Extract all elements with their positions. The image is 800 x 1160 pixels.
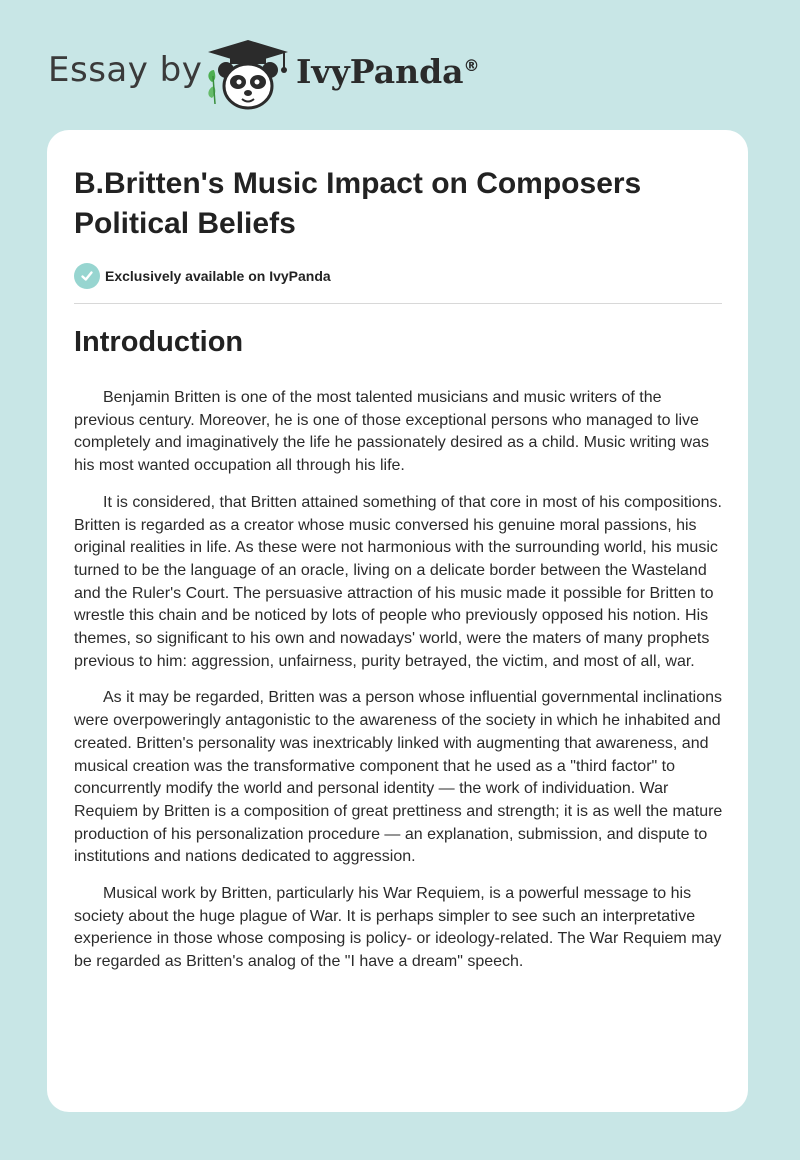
brand-logo[interactable] (296, 52, 480, 91)
check-icon (74, 263, 100, 289)
divider (74, 303, 722, 304)
paragraph: As it may be regarded, Britten was a person whose influential governmental inclinations were overpoweringly antagonistic to the awareness of the society in which he inhabited and created. Britten's personality was inextricably linked with augmenting that awareness, and musical creation was the transformative component that he used as a "third factor" to concurrently modify the world and personal identity — the work of individuation. War Requiem by Britten is a composition of great prettiness and strength; it is as well the mature production of his personalization procedure — an explanation, submission, and dispute to institutions and nations dedicated to aggression. (74, 689, 723, 866)
brand-name: IvyPanda (296, 52, 464, 91)
registered-mark: ® (463, 56, 480, 75)
site-header (48, 30, 548, 110)
essay-by-label: Essay by (48, 50, 203, 90)
paragraph: It is considered, that Britten attained something of that core in most of his compositions. Britten is regarded as a creator whose music conversed his genuine moral passions, his original realities in life. As these were not harmonious with the surrounding world, his music turned to be the language of an oracle, living on a delicate border between the Wasteland and the Ruler's Court. The persuasive attraction of his music made it possible for Britten to wrestle this chain and be noticed by lots of people who previously opposed his notion. His themes, so significant to his own and nowadays' world, were the maters of many prophets previous to him: aggression, unfairness, purity betrayed, the victim, and most of all, war. (74, 493, 722, 670)
paragraph: Musical work by Britten, particularly his War Requiem, is a powerful message to his society about the huge plague of War. It is perhaps simpler to see such an interpretative experience in those whose composing is policy- or ideology-related. The War Requiem may be regarded as Britten's analog of the "I have a dream" speech. (74, 885, 722, 971)
panda-graduate-logo-icon[interactable] (202, 36, 292, 112)
section-heading: Introduction (74, 326, 244, 358)
essay-body (74, 387, 724, 988)
exclusive-badge (74, 263, 331, 289)
essay-title: B.Britten's Music Impact on Composers Political Beliefs (74, 167, 642, 240)
essay-card (47, 130, 748, 1112)
paragraph: Benjamin Britten is one of the most talented musicians and music writers of the previous century. Moreover, he is one of those exceptional persons who managed to live completely and imaginatively the life he passionately desired as a child. Music writing was his most wanted occupation all through his life. (74, 389, 709, 475)
exclusive-label: Exclusively available on IvyPanda (105, 268, 331, 284)
